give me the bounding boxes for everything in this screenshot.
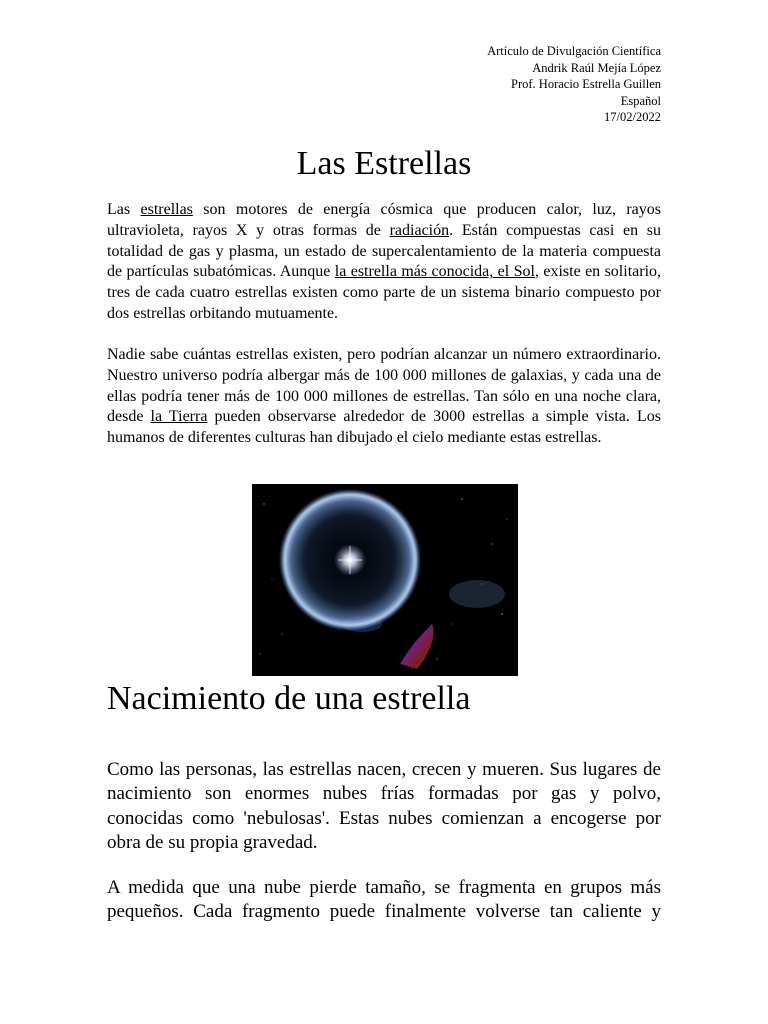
header-author: Andrik Raúl Mejía López	[532, 60, 661, 75]
document-title: Las Estrellas	[296, 145, 472, 182]
link-estrellas[interactable]: estrellas	[140, 201, 193, 218]
intro-paragraph	[107, 200, 661, 325]
header-professor: Prof. Horacio Estrella Guillen	[511, 77, 661, 92]
fragment-paragraph: A medida que una nube pierde tamaño, se fragmenta en grupos más pequeños. Cada fragmento puede finalmente volverse tan caliente y	[107, 877, 661, 923]
section-heading: Nacimiento de una estrella	[107, 680, 471, 717]
text-span: Nadie sabe cuántas estrellas existen, pero podrían alcanzar un número extraordinario. Nuestro universo podría albergar más de 100 000 millones de galaxias, y cada una de ellas podría tener más de 100 000 millones de estrellas. Tan sólo en una noche clara, desde	[107, 346, 661, 426]
star-image	[252, 484, 518, 676]
text-span: son motores de energía cósmica que producen calor, luz, rayos ultravioleta, rayos X y otras formas de	[107, 201, 661, 239]
header-date: 17/02/2022	[604, 110, 661, 125]
text-span: , existe en solitario, tres de cada cuatro estrellas existen como parte de un sistema binario compuesto por dos estrellas orbitando mutuamente.	[107, 263, 662, 322]
birth-paragraph: Como las personas, las estrellas nacen, crecen y mueren. Sus lugares de nacimiento son enormes nubes frías formadas por gas y polvo, conocidas como 'nebulosas'. Estas nubes comienzan a encogerse por obra de su propia gravedad.	[107, 759, 661, 854]
link-radiacion[interactable]: radiación	[389, 221, 450, 239]
link-la-tierra[interactable]: la Tierra	[150, 408, 208, 426]
header-subject: Español	[620, 93, 661, 108]
count-paragraph	[107, 345, 661, 449]
text-span: pueden observarse alrededor de 3000 estrellas a simple vista. Los humanos de diferentes culturas han dibujado el cielo mediante estas estrellas.	[107, 408, 662, 447]
text-span: Las	[107, 201, 141, 218]
link-el-sol[interactable]: la estrella más conocida, el Sol	[334, 263, 535, 281]
header-info	[487, 43, 661, 126]
header-document-type: Artículo de Divulgación Científica	[487, 44, 661, 58]
text-span: . Están compuestas casi en su totalidad de gas y plasma, un estado de supercalentamiento de la materia compuesta de partículas subatómicas. Aunque	[107, 221, 662, 281]
